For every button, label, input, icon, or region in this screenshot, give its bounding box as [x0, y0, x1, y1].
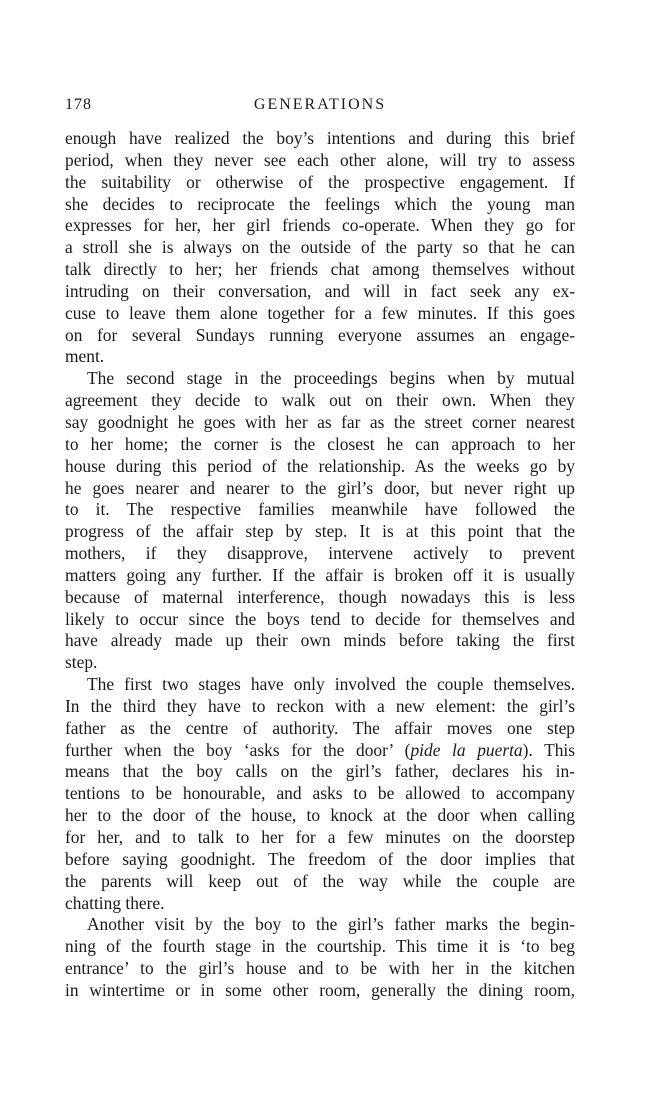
text-line	[65, 805, 575, 827]
text-line	[65, 543, 575, 565]
text-line	[65, 128, 575, 150]
text-segment: means that the boy calls on the girl’s father, declares his in-	[65, 761, 575, 782]
text-line	[65, 390, 575, 412]
text-line	[65, 478, 575, 500]
text-line	[65, 521, 575, 543]
text-segment: mothers, if they disapprove, intervene actively to prevent	[65, 543, 575, 564]
text-segment: a stroll she is always on the outside of the party so that he can	[65, 237, 575, 258]
text-line	[65, 587, 575, 609]
text-segment: In the third they have to reckon with a new element: the girl’s	[65, 695, 575, 716]
text-line	[65, 609, 575, 631]
text-line	[65, 172, 575, 194]
text-segment: her to the door of the house, to knock at the door when calling	[65, 805, 575, 826]
running-title: GENERATIONS	[253, 96, 387, 113]
text-segment: she decides to reciprocate the feelings which the young man	[65, 193, 575, 214]
text-segment: The second stage in the proceedings begins when by mutual	[87, 368, 575, 389]
text-line	[65, 958, 575, 980]
text-line	[65, 565, 575, 587]
text-segment: the suitability or otherwise of the prospective engagement. If	[65, 171, 575, 192]
text-segment: ). This	[522, 739, 575, 760]
text-segment: cuse to leave them alone together for a few minutes. If this goes	[65, 302, 575, 323]
text-line	[65, 914, 575, 936]
text-line	[65, 827, 575, 849]
text-line	[65, 696, 575, 718]
text-segment: to her home; the corner is the closest he can approach to her	[65, 433, 575, 454]
text-line	[65, 325, 575, 347]
page-number: 178	[65, 96, 92, 113]
text-segment: The first two stages have only involved the couple themselves.	[87, 674, 575, 695]
text-segment: entrance’ to the girl’s house and to be with her in the kitchen	[65, 958, 575, 979]
text-segment: tentions to be honourable, and asks to be allowed to accompany	[65, 783, 575, 804]
text-line	[65, 215, 575, 237]
text-segment: because of maternal interference, though nowadays this is less	[65, 586, 575, 607]
text-segment: expresses for her, her girl friends co-operate. When they go for	[65, 215, 575, 236]
text-line	[65, 434, 575, 456]
text-segment: matters going any further. If the affair is broken off it is usually	[65, 564, 575, 585]
text-line	[65, 674, 575, 696]
italic-phrase: pide la puerta	[410, 739, 523, 760]
text-line	[65, 871, 575, 893]
text-segment: in wintertime or in some other room, generally the dining room,	[65, 979, 575, 1000]
text-segment: further when the boy ‘asks for the door’ (	[65, 739, 411, 760]
text-segment: enough have realized the boy’s intentions and during this brief	[65, 128, 575, 148]
text-segment: agreement they decide to walk out on their own. When they	[65, 390, 575, 411]
text-segment: say goodnight he goes with her as far as the street corner nearest	[65, 411, 575, 432]
text-line	[65, 237, 575, 259]
text-segment: the parents will keep out of the way while the couple are	[65, 870, 575, 891]
text-line	[65, 303, 575, 325]
text-segment: for her, and to talk to her for a few minutes on the doorstep	[65, 827, 575, 847]
text-segment: have already made up their own minds before taking the first	[65, 630, 575, 651]
text-line	[65, 499, 575, 521]
text-segment: likely to occur since the boys tend to decide for themselves and	[65, 608, 575, 629]
text-line	[65, 412, 575, 434]
text-segment: Another visit by the boy to the girl’s father marks the begin-	[87, 914, 575, 935]
text-line	[65, 368, 575, 390]
book-page	[65, 96, 575, 1002]
text-line	[65, 783, 575, 805]
text-line	[65, 740, 575, 762]
text-line	[65, 936, 575, 958]
running-head	[65, 96, 575, 122]
body-text	[65, 128, 575, 1002]
text-segment: he goes nearer and nearer to the girl’s door, but never right up	[65, 477, 575, 498]
text-line	[65, 652, 575, 674]
text-segment: step.	[65, 652, 98, 673]
text-line	[65, 893, 575, 915]
text-segment: progress of the affair step by step. It is at this point that the	[65, 521, 575, 542]
text-segment: to it. The respective families meanwhile have followed the	[65, 499, 575, 520]
text-segment: talk directly to her; her friends chat among themselves without	[65, 259, 575, 280]
text-line	[65, 150, 575, 172]
text-line	[65, 456, 575, 478]
text-segment: on for several Sundays running everyone assumes an engage-	[65, 324, 575, 345]
text-segment: before saying goodnight. The freedom of the door implies that	[65, 848, 575, 869]
text-segment: chatting there.	[65, 892, 165, 913]
text-line	[65, 718, 575, 740]
text-segment: ning of the fourth stage in the courtship. This time it is ‘to beg	[65, 936, 575, 957]
text-line	[65, 281, 575, 303]
text-line	[65, 259, 575, 281]
text-line	[65, 346, 575, 368]
text-segment: ment.	[65, 346, 105, 367]
text-segment: intruding on their conversation, and will in fact seek any ex-	[65, 280, 575, 301]
text-line	[65, 980, 575, 1002]
text-segment: house during this period of the relationship. As the weeks go by	[65, 455, 575, 476]
text-line	[65, 761, 575, 783]
text-line	[65, 630, 575, 652]
text-line	[65, 849, 575, 871]
text-segment: period, when they never see each other alone, will try to assess	[65, 149, 575, 170]
text-line	[65, 194, 575, 216]
text-segment: father as the centre of authority. The affair moves one step	[65, 717, 575, 738]
